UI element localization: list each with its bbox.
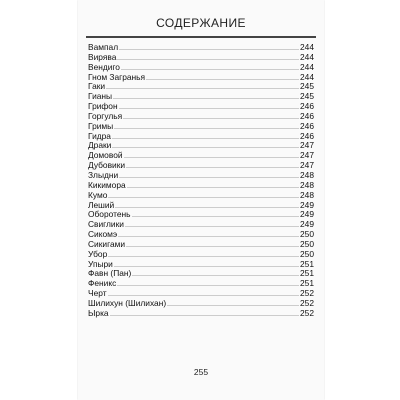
- dot-leader: [118, 231, 299, 237]
- toc-entry-page: 245: [300, 91, 314, 102]
- dot-leader: [114, 123, 299, 129]
- toc-entry-title: Горгулья: [88, 110, 123, 121]
- toc-entry: [88, 250, 314, 260]
- toc-entry-page: 246: [300, 110, 314, 121]
- toc-entry-title: Упыри: [88, 258, 113, 269]
- toc-entry-title: Гримы: [88, 120, 114, 131]
- dot-leader: [126, 241, 299, 247]
- toc-entry: [88, 279, 314, 289]
- dot-leader: [117, 280, 299, 286]
- toc-entry: [88, 181, 314, 191]
- toc-entry-page: 244: [300, 42, 314, 52]
- toc-entry-page: 244: [300, 51, 314, 62]
- dot-leader: [117, 54, 299, 60]
- toc-entry-page: 247: [300, 150, 314, 161]
- toc-entry-page: 247: [300, 160, 314, 171]
- dot-leader: [119, 103, 299, 109]
- toc-entry-title: Убор: [88, 248, 108, 259]
- toc-entry-title: Вампал: [88, 42, 119, 52]
- dot-leader: [126, 162, 299, 168]
- toc-entry: [88, 269, 314, 279]
- toc-entry-page: 246: [300, 101, 314, 112]
- toc-entry: [88, 92, 314, 102]
- book-page: [78, 0, 324, 400]
- toc-entry-title: Гидра: [88, 130, 111, 141]
- toc-entry-title: Кикимора: [88, 179, 126, 190]
- toc-entry: [88, 82, 314, 92]
- dot-leader: [125, 221, 299, 227]
- toc-entry-page: 251: [300, 278, 314, 289]
- dot-leader: [108, 251, 299, 257]
- toc-entry-page: 248: [300, 169, 314, 180]
- dot-leader: [108, 290, 299, 296]
- dot-leader: [114, 261, 299, 267]
- heading-rule: [86, 36, 316, 38]
- dot-leader: [119, 172, 299, 178]
- toc-entry-page: 248: [300, 189, 314, 200]
- dot-leader: [110, 310, 299, 316]
- toc-entry: [88, 240, 314, 250]
- dot-leader: [108, 192, 299, 198]
- toc-entry: [88, 73, 314, 83]
- toc-entry: [88, 53, 314, 63]
- toc-entry-title: Феникс: [88, 278, 117, 289]
- toc-entry-page: 248: [300, 179, 314, 190]
- toc-entry-page: 250: [300, 248, 314, 259]
- toc-entry-page: 251: [300, 268, 314, 279]
- toc-entry-page: 244: [300, 71, 314, 82]
- toc-entry-title: Вирява: [88, 51, 117, 62]
- toc-entry: [88, 299, 314, 309]
- toc-entry-title: Сикигами: [88, 238, 126, 249]
- dot-leader: [132, 270, 299, 276]
- dot-leader: [119, 44, 299, 50]
- toc-entry-page: 244: [300, 61, 314, 72]
- toc-entry: [88, 122, 314, 132]
- toc-entry: [88, 309, 314, 319]
- toc-entry-title: Дубовики: [88, 160, 126, 171]
- toc-entry-title: Ырка: [88, 307, 109, 318]
- toc-entry-title: Гаки: [88, 81, 106, 92]
- toc-entry-title: Злыдни: [88, 169, 119, 180]
- toc-entry: [88, 220, 314, 230]
- dot-leader: [127, 182, 299, 188]
- toc-entry-title: Грифон: [88, 101, 118, 112]
- toc-entry-title: Фавн (Пан): [88, 268, 132, 279]
- page-number: 255: [193, 367, 209, 377]
- toc-entry: [88, 191, 314, 201]
- toc-list: [88, 43, 314, 319]
- toc-entry-title: Вендиго: [88, 61, 120, 72]
- dot-leader: [121, 64, 299, 70]
- dot-leader: [113, 93, 299, 99]
- toc-entry-page: 246: [300, 120, 314, 131]
- toc-entry-page: 247: [300, 140, 314, 151]
- toc-entry-page: 249: [300, 219, 314, 230]
- toc-entry-page: 252: [300, 297, 314, 308]
- toc-entry-page: 249: [300, 199, 314, 210]
- toc-entry: [88, 43, 314, 53]
- toc-entry-title: Черт: [88, 288, 107, 299]
- toc-entry-title: Свиглики: [88, 219, 124, 230]
- toc-entry-title: Кумо: [88, 189, 108, 200]
- dot-leader: [123, 113, 299, 119]
- contents-heading: СОДЕРЖАНИЕ: [156, 16, 246, 30]
- toc-entry: [88, 132, 314, 142]
- toc-entry-page: 251: [300, 258, 314, 269]
- toc-entry-title: Леший: [88, 199, 115, 210]
- dot-leader: [124, 152, 299, 158]
- dot-leader: [132, 211, 300, 217]
- toc-entry-title: Гном Загранья: [88, 71, 146, 82]
- toc-entry-page: 250: [300, 229, 314, 240]
- toc-entry-title: Оборотень: [88, 209, 131, 220]
- toc-entry-page: 249: [300, 209, 314, 220]
- toc-entry: [88, 161, 314, 171]
- dot-leader: [106, 83, 299, 89]
- toc-entry-page: 250: [300, 238, 314, 249]
- toc-entry-page: 245: [300, 81, 314, 92]
- toc-entry-title: Сикомэ: [88, 229, 118, 240]
- toc-entry-page: 252: [300, 307, 314, 318]
- toc-entry-page: 252: [300, 288, 314, 299]
- toc-entry: [88, 112, 314, 122]
- dot-leader: [112, 133, 299, 139]
- toc-entry-title: Гианы: [88, 91, 113, 102]
- dot-leader: [115, 202, 299, 208]
- toc-entry-page: 246: [300, 130, 314, 141]
- toc-entry-title: Драки: [88, 140, 112, 151]
- dot-leader: [146, 74, 299, 80]
- toc-entry-title: Домовой: [88, 150, 123, 161]
- dot-leader: [112, 142, 299, 148]
- dot-leader: [167, 300, 299, 306]
- toc-entry-title: Шилихун (Шилихан): [88, 297, 167, 308]
